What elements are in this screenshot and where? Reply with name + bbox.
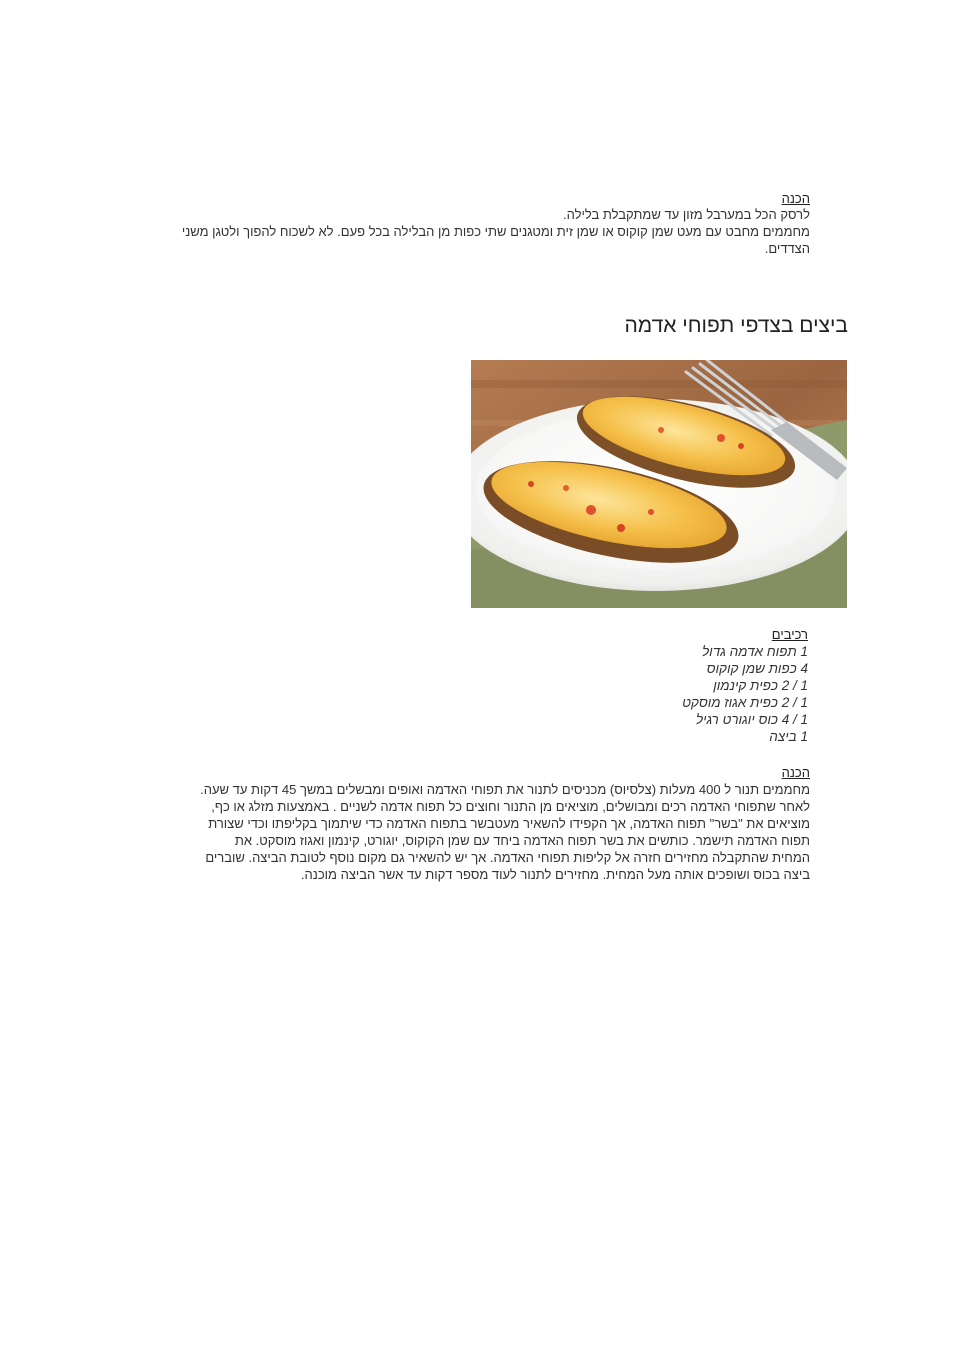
prep2-line: ביצה בכוס ושופכים אותה מעל המחית. מחזירים לתנור לעוד מספר דקות עד אשר הביצה מוכנה. — [300, 867, 810, 882]
prep-paragraph-1 — [182, 206, 810, 257]
prep2-line: לאחר שתפוחי האדמה רכים ומבושלים, מוציאים מן התנור וחוצים כל תפוח אדמה לשניים . באמצעות מזלג או כף, — [211, 799, 810, 814]
prep-heading-2: הכנה — [781, 765, 810, 780]
prep1-line: הצדדים. — [764, 241, 810, 256]
stuffed-potato-photo — [471, 360, 847, 608]
prep1-line: מחממים מחבט עם מעט שמן קוקוס או שמן זית ומטגנים שתי כפות מן הבלילה בכל פעם. לא לשכוח להפוך ולטגן משני — [181, 224, 810, 239]
ingredient-item: 1 ביצה — [769, 729, 808, 744]
ingredient-item: 4 כפות שמן קוקוס — [706, 661, 808, 676]
ingredient-item: 1 / 4 כוס יוגורט רגיל — [695, 712, 808, 727]
prep2-line: מחממים תנור ל 400 מעלות (צלסיוס) מכניסים לתנור את תפוחי האדמה ואופים ומבשלים במשך 45 דקות עד שעה. — [200, 782, 810, 797]
prep-paragraph-2 — [200, 781, 810, 883]
ingredients-heading: רכיבים — [771, 627, 808, 642]
prep-heading-1: הכנה — [781, 191, 810, 206]
prep2-line: המחית שהתקבלה מחזירים חזרה אל קליפות תפוחי האדמה. אך יש להשאיר גם מקום נוסף לטובת הביצה. שוברים — [205, 850, 810, 865]
ingredients-list — [682, 643, 808, 745]
ingredient-item: 1 תפוח אדמה גדול — [702, 644, 808, 659]
ingredient-item: 1 / 2 כפית אגוז מוסקט — [682, 695, 808, 710]
prep1-line: לרסק הכל במערבל מזון עד שמתקבלת בלילה. — [563, 207, 810, 222]
prep2-line: מוציאים את "בשר" תפוח האדמה, אך הקפידו להשאיר מעטבשר בתפוח האדמה כדי שיתמוך בקליפתו וכדי שצורת — [208, 816, 810, 831]
recipe-title: ביצים בצדפי תפוחי אדמה — [624, 314, 848, 337]
prep2-line: תפוח האדמה תישמר. כותשים את בשר תפוח האדמה ביחד עם שמן הקוקוס, יוגורט, קינמון ואגוז מוסקט. את — [234, 833, 810, 848]
ingredient-item: 1 / 2 כפית קינמון — [713, 678, 808, 693]
